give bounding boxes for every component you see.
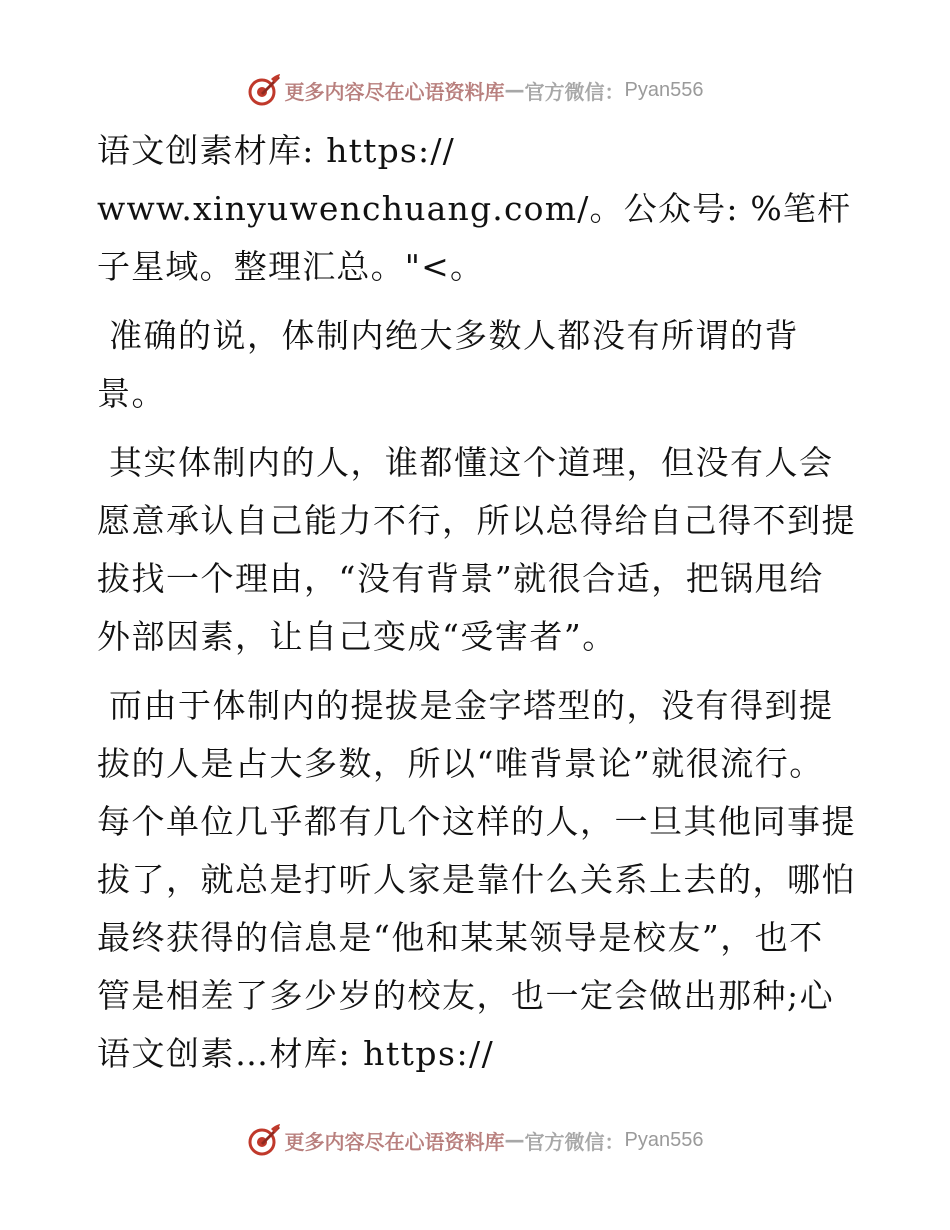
document-body [97, 122, 857, 1083]
banner-wechat-id: Pyan556 [624, 1128, 704, 1151]
paragraph-2: 其实体制内的人，谁都懂这个道理，但没有人会愿意承认自己能力不行，所以总得给自己得不到提拔找一个理由，“没有背景”就很合适，把锅甩给外部因素，让自己变成“受害者”。 [97, 443, 856, 656]
footer-watermark-banner [0, 1120, 950, 1160]
banner-wechat-label: 官方微信： [524, 79, 625, 104]
banner-separator: — [504, 1128, 525, 1152]
banner-wechat-id: Pyan556 [624, 78, 704, 101]
banner-separator: — [504, 78, 525, 102]
header-watermark-banner [0, 70, 950, 110]
paragraph-3: 而由于体制内的提拔是金字塔型的，没有得到提拔的人是占大多数，所以“唯背景论”就很流行。每个单位几乎都有几个这样的人，一旦其他同事提拔了，就总是打听人家是靠什么关系上去的，哪怕最终获得的信息是“他和某某领导是校友”，也不管是相差了多少岁的校友，也一定会做出那种;心语文创素…材库: https:// [97, 686, 856, 1073]
quill-logo-icon [247, 73, 281, 107]
paragraph-1: 准确的说，体制内绝大多数人都没有所谓的背景。 [97, 316, 799, 413]
paragraph-source-note: 语文创素材库: https:// www.xinyuwenchuang.com/。公众号: %笔杆子星域。整理汇总。"<。 [97, 131, 852, 286]
quill-logo-icon [247, 1123, 281, 1157]
banner-wechat-label: 官方微信： [524, 1129, 625, 1154]
banner-brand-text: 更多内容尽在心语资料库 [284, 1129, 505, 1154]
banner-brand-text: 更多内容尽在心语资料库 [284, 79, 505, 104]
